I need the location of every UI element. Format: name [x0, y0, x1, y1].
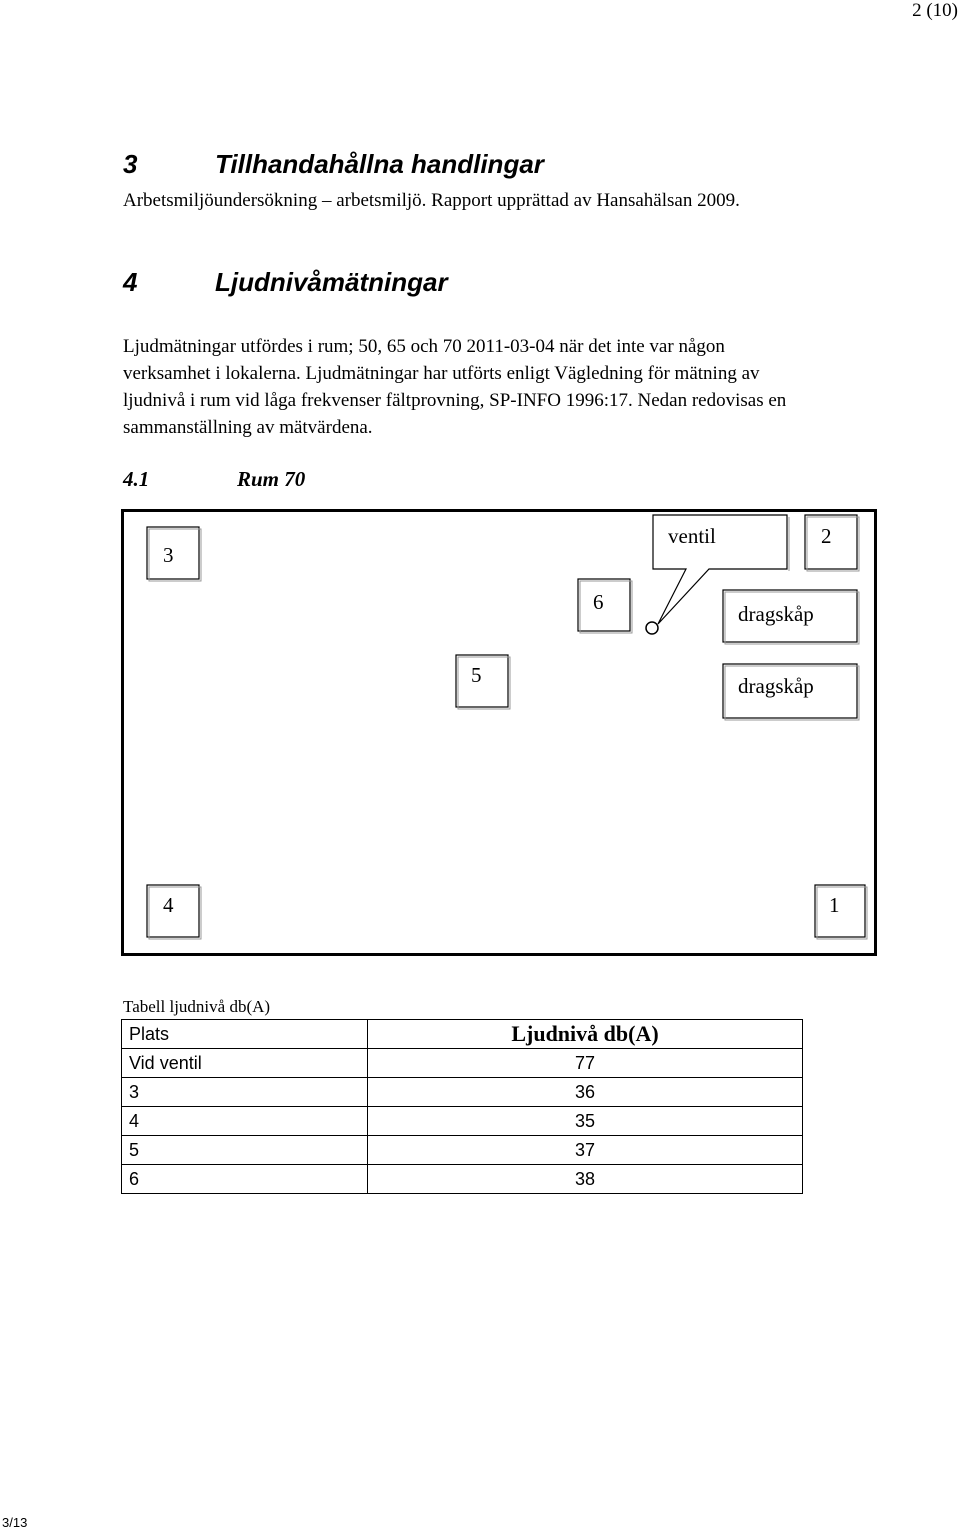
- section-4-1-heading: [123, 467, 305, 492]
- point-5-label: 5: [471, 662, 482, 687]
- point-1-label: 1: [829, 892, 840, 917]
- measurement-point-5: [456, 655, 510, 709]
- table-row: [122, 1165, 803, 1194]
- measurement-point-2: [805, 515, 859, 571]
- vent-label: ventil: [668, 523, 716, 548]
- row-sound-level: 36: [368, 1078, 803, 1107]
- point-3-label: 3: [163, 542, 174, 567]
- point-4-label: 4: [163, 892, 174, 917]
- vent-marker-icon: [646, 622, 658, 634]
- paragraph-line: sammanställning av mätvärdena.: [123, 417, 373, 438]
- measurement-point-6: [578, 579, 632, 633]
- row-location: Vid ventil: [122, 1049, 368, 1078]
- row-sound-level: 37: [368, 1136, 803, 1165]
- section-4-number: 4: [123, 267, 138, 297]
- row-location: 5: [122, 1136, 368, 1165]
- section-3-title: Tillhandahållna handlingar: [215, 149, 544, 179]
- row-location: 6: [122, 1165, 368, 1194]
- table-row: [122, 1049, 803, 1078]
- fume-hood-2-label: dragskåp: [738, 673, 814, 698]
- row-sound-level: 35: [368, 1107, 803, 1136]
- fume-hood-1: [723, 590, 859, 644]
- point-2-label: 2: [821, 523, 832, 548]
- fume-hood-2: [723, 664, 859, 720]
- section-3-heading: [123, 149, 544, 180]
- header-location: Plats: [122, 1020, 368, 1049]
- row-sound-level: 38: [368, 1165, 803, 1194]
- row-location: 4: [122, 1107, 368, 1136]
- footer-page-count: 3/13: [2, 1515, 28, 1530]
- table-caption: Tabell ljudnivå db(A): [123, 997, 271, 1016]
- section-4-paragraph: [123, 333, 786, 441]
- sound-level-table: [121, 1019, 803, 1194]
- section-4-title: Ljudnivåmätningar: [215, 267, 448, 297]
- section-4-1-title: Rum 70: [237, 467, 306, 491]
- section-3-text: Arbetsmiljöundersökning – arbetsmiljö. Rapport upprättad av Hansahälsan 2009.: [123, 190, 740, 211]
- table-row: [122, 1078, 803, 1107]
- measurement-point-4: [147, 885, 201, 939]
- point-6-label: 6: [593, 589, 604, 614]
- paragraph-line: Ljudmätningar utfördes i rum; 50, 65 och 70 2011-03-04 när det inte var någon: [123, 336, 725, 357]
- section-4-heading: [123, 267, 448, 298]
- row-sound-level: 77: [368, 1049, 803, 1078]
- page-number: 2 (10): [912, 0, 958, 21]
- section-4-1-number: 4.1: [123, 467, 150, 491]
- section-3-number: 3: [123, 149, 138, 179]
- paragraph-line: verksamhet i lokalerna. Ljudmätningar har utförts enligt Vägledning för mätning av: [123, 363, 760, 384]
- table-header-row: [122, 1020, 803, 1049]
- fume-hood-1-label: dragskåp: [738, 601, 814, 626]
- measurement-point-3: [147, 527, 201, 581]
- row-location: 3: [122, 1078, 368, 1107]
- measurement-point-1: [815, 885, 867, 939]
- table-row: [122, 1107, 803, 1136]
- paragraph-line: ljudnivå i rum vid låga frekvenser fältprovning, SP-INFO 1996:17. Nedan redovisas en: [123, 390, 787, 411]
- table-row: [122, 1136, 803, 1165]
- room-floor-plan: [121, 509, 877, 956]
- room-outline: [123, 511, 876, 955]
- header-sound-level: Ljudnivå db(A): [368, 1020, 803, 1049]
